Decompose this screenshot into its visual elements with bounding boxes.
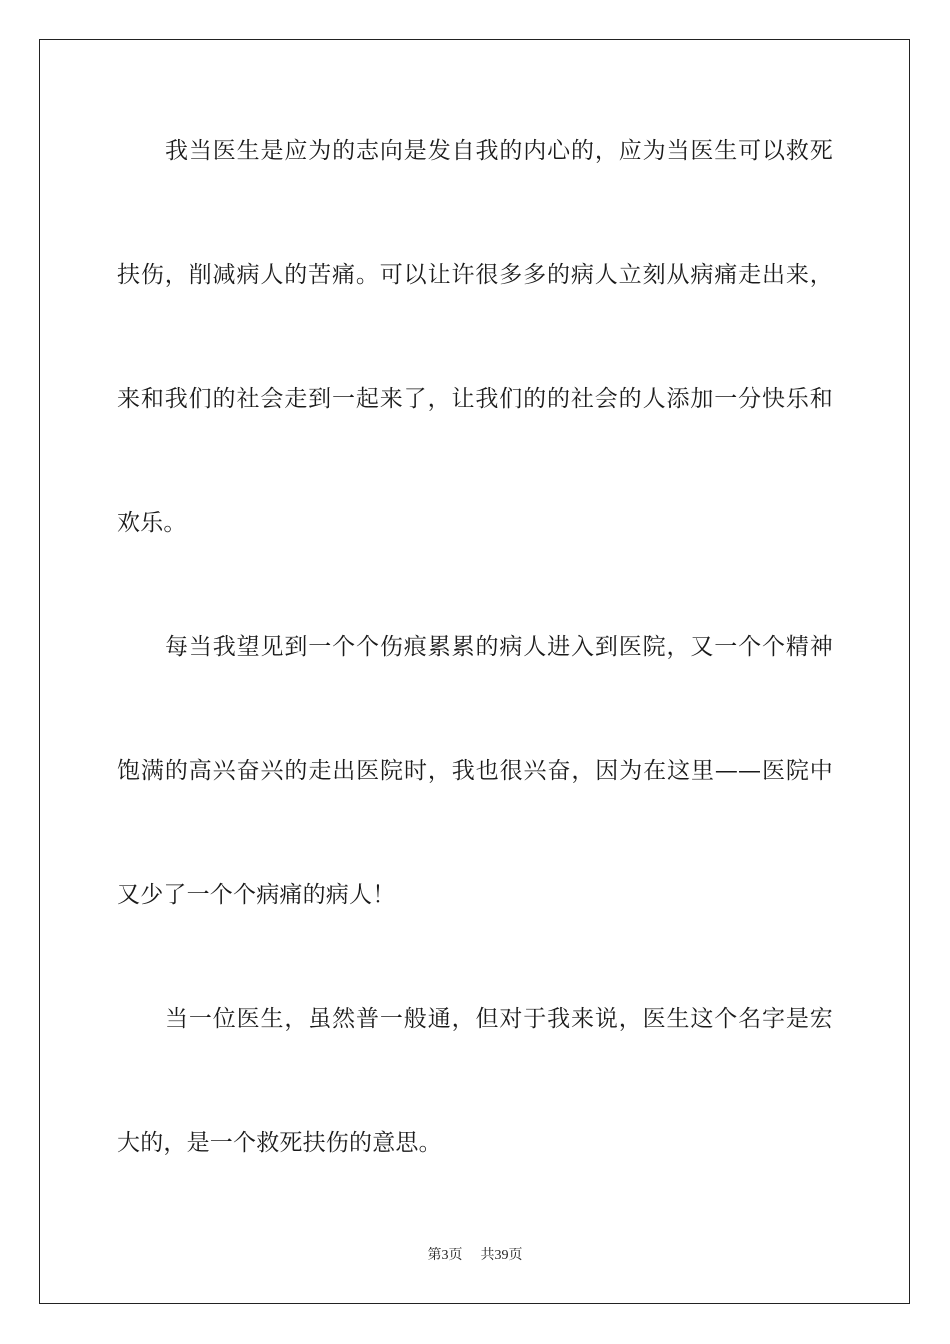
paragraph-2-line-3: 又少了一个个病痛的病人！	[117, 882, 396, 908]
paragraph-3-line-1: 当一位医生，虽然普一般通，但对于我来说，医生这个名字是宏	[165, 1006, 833, 1032]
page-number: 第3页	[427, 1248, 463, 1263]
paragraph-2-line-1: 每当我望见到一个个伤痕累累的病人进入到医院，又一个个精神	[165, 634, 833, 660]
paragraph-3-line-2: 大的，是一个救死扶伤的意思。	[117, 1130, 442, 1156]
paragraph-2-line-2: 饱满的高兴奋兴的走出医院时，我也很兴奋，因为在这里——医院中	[117, 758, 833, 784]
page-total: 共39页	[480, 1248, 523, 1263]
page-footer	[0, 1247, 950, 1265]
paragraph-1-line-1: 我当医生是应为的志向是发自我的内心的，应为当医生可以救死	[165, 138, 833, 164]
paragraph-1-line-4: 欢乐。	[117, 510, 187, 536]
page-frame	[39, 39, 910, 1304]
paragraph-1-line-3: 来和我们的社会走到一起来了，让我们的的社会的人添加一分快乐和	[117, 386, 833, 412]
paragraph-1-line-2: 扶伤，削减病人的苦痛。可以让许很多多的病人立刻从病痛走出来，	[117, 262, 833, 288]
